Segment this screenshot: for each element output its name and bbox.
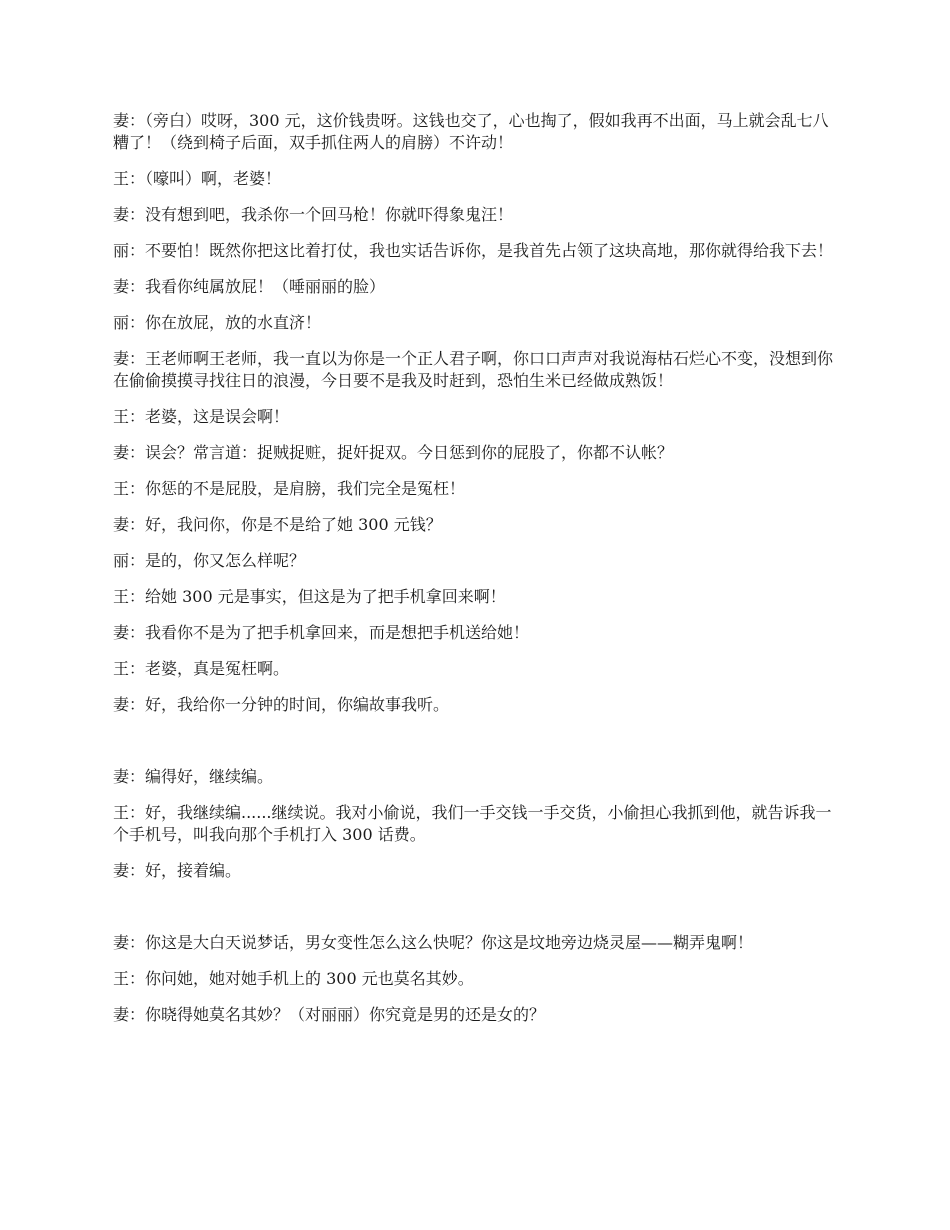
dialogue-line: 妻：好，我问你，你是不是给了她 300 元钱？ — [113, 515, 442, 534]
scene-gap — [113, 896, 841, 932]
dialogue-line: 王：给她 300 元是事实，但这是为了把手机拿回来啊！ — [113, 587, 506, 606]
dialogue-line: 妻：你晓得她莫名其妙？（对丽丽）你究竟是男的还是女的？ — [113, 1005, 546, 1024]
dialogue-line: 王：你问她，她对她手机上的 300 元也莫名其妙。 — [113, 969, 474, 988]
dialogue-line: 妻：（旁白）哎呀，300 元，这价钱贵呀。这钱也交了，心也掏了，假如我再不出面，马上就会乱七八糟了！（绕到椅子后面，双手抓住两人的肩膀）不许动！ — [113, 111, 829, 152]
dialogue-line: 王：（嚎叫）啊，老婆！ — [113, 169, 282, 188]
dialogue-line: 王：老婆，真是冤枉啊。 — [113, 659, 290, 678]
dialogue-line: 王：好，我继续编......继续说。我对小偷说，我们一手交钱一手交货，小偷担心我抓到他，就告诉我一个手机号，叫我向那个手机打入 300 话费。 — [113, 803, 832, 844]
dialogue-line: 妻：编得好，继续编。 — [113, 767, 274, 786]
dialogue-line: 王：你惩的不是屁股，是肩膀，我们完全是冤枉！ — [113, 479, 466, 498]
dialogue-line: 妻：误会？常言道：捉贼捉赃，捉奸捉双。今日惩到你的屁股了，你都不认帐？ — [113, 443, 674, 462]
scene-gap — [113, 730, 841, 766]
dialogue-line: 妻：好，我给你一分钟的时间，你编故事我听。 — [113, 695, 450, 714]
dialogue-line: 丽：是的，你又怎么样呢？ — [113, 551, 306, 570]
dialogue-line: 妻：我看你纯属放屁！（唾丽丽的脸） — [113, 277, 386, 296]
dialogue-line: 王：老婆，这是误会啊！ — [113, 407, 290, 426]
dialogue-line: 妻：好，接着编。 — [113, 861, 242, 880]
dialogue-line: 妻：你这是大白天说梦话，男女变性怎么这么快呢？你这是坟地旁边烧灵屋——糊弄鬼啊！ — [113, 933, 754, 952]
dialogue-line: 丽：不要怕！既然你把这比着打仗，我也实话告诉你，是我首先占领了这块高地，那你就得给我下去！ — [113, 241, 834, 260]
dialogue-line: 丽：你在放屁，放的水直济！ — [113, 313, 322, 332]
dialogue-line: 妻：我看你不是为了把手机拿回来，而是想把手机送给她！ — [113, 623, 530, 642]
document-page — [113, 110, 841, 1040]
dialogue-line: 妻：王老师啊王老师，我一直以为你是一个正人君子啊，你口口声声对我说海枯石烂心不变，没想到你在偷偷摸摸寻找往日的浪漫，今日要不是我及时赶到，恐怕生米已经做成熟饭！ — [113, 349, 834, 390]
dialogue-line: 妻：没有想到吧，我杀你一个回马枪！你就吓得象鬼汪！ — [113, 205, 514, 224]
